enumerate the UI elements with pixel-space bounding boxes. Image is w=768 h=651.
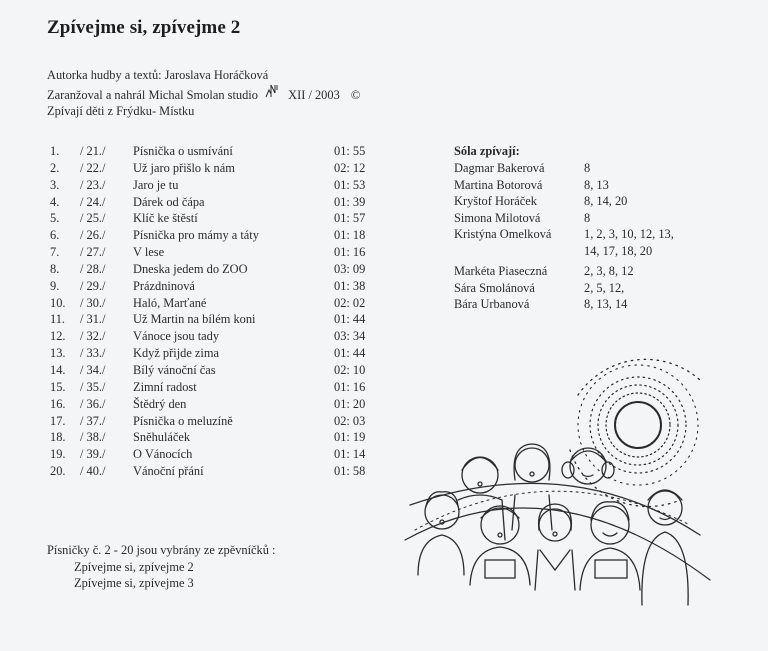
track-number: 19.: [50, 447, 66, 462]
track-alt-number: / 40./: [80, 464, 106, 479]
track-name: Dárek od čápa: [133, 194, 205, 209]
track-number: 20.: [50, 464, 66, 479]
soloist-songs: 8: [584, 161, 591, 175]
track-number: 6.: [50, 228, 60, 243]
soloist-name: Markéta Piaseczná: [454, 264, 548, 278]
credits-block: [47, 67, 360, 120]
soloist-row: [454, 177, 609, 194]
track-duration: 01: 44: [334, 346, 366, 361]
release-date: XII / 2003: [288, 87, 340, 102]
track-duration: 02: 02: [334, 295, 366, 310]
track-name: Když přijde zima: [133, 346, 220, 361]
track-number: 3.: [50, 177, 60, 192]
track-name: V lese: [133, 245, 165, 260]
track-number: 10.: [50, 295, 66, 310]
track-number: 5.: [50, 211, 60, 226]
track-alt-number: / 26./: [80, 228, 106, 243]
track-number: 2.: [50, 160, 60, 175]
track-alt-number: / 33./: [80, 346, 106, 361]
track-alt-number: / 39./: [80, 447, 106, 462]
track-number: 1.: [50, 144, 60, 158]
songbook-note-text: Písničky č. 2 - 20 jsou vybrány ze zpěvníčků :: [47, 543, 276, 557]
track-duration: 01: 20: [334, 396, 366, 411]
track-name: Sněhuláček: [133, 430, 191, 445]
track-alt-number: / 25./: [80, 211, 106, 226]
track-alt-number: / 21./: [80, 144, 106, 158]
track-alt-number: / 35./: [80, 379, 106, 394]
soloist-songs: 2, 3, 8, 12: [584, 264, 634, 278]
track-name: Zimní radost: [133, 379, 197, 394]
track-number: 9.: [50, 278, 60, 293]
soloist-songs: 8, 13: [584, 177, 609, 192]
track-duration: 02: 12: [334, 160, 366, 175]
songbook-source: Zpívejme si, zpívejme 3: [74, 576, 194, 590]
soloist-row: [454, 296, 628, 313]
track-name: Dneska jedem do ZOO: [133, 261, 248, 276]
track-name: Klíč ke štěstí: [133, 211, 198, 226]
track-alt-number: / 23./: [80, 177, 106, 192]
performers-credit: Zpívají děti z Frýdku- Místku: [47, 104, 195, 118]
track-number: 14.: [50, 362, 66, 377]
track-duration: 02: 10: [334, 362, 366, 377]
track-name: Písnička pro mámy a táty: [133, 228, 259, 243]
songbook-note: [47, 542, 276, 592]
track-number: 15.: [50, 379, 66, 394]
soloist-songs: 2, 5, 12,: [584, 280, 625, 295]
soloist-row: [454, 160, 591, 177]
track-name: Haló, Marťané: [133, 295, 207, 310]
track-name: Bílý vánoční čas: [133, 362, 216, 377]
soloist-songs: 8, 14, 20: [584, 194, 628, 208]
child-figure: [418, 492, 464, 575]
track-alt-number: / 29./: [80, 278, 106, 293]
track-number: 12.: [50, 329, 66, 344]
track-duration: 01: 16: [334, 245, 366, 260]
soloist-songs: 8, 13, 14: [584, 297, 628, 311]
soloist-name: Kryštof Horáček: [454, 194, 537, 208]
soloist-name: Martina Botorová: [454, 177, 543, 192]
track-duration: 01: 14: [334, 447, 366, 462]
track-name: O Vánocích: [133, 447, 193, 462]
soloists-heading: Sóla zpívají:: [454, 144, 520, 158]
track-number: 4.: [50, 194, 60, 209]
track-duration: 01: 19: [334, 430, 366, 445]
author-credit: Autorka hudby a textů: Jaroslava Horáčková: [47, 68, 269, 82]
track-duration: 01: 57: [334, 211, 366, 226]
track-duration: 02: 03: [334, 413, 366, 428]
track-duration: 01: 44: [334, 312, 366, 327]
track-alt-number: / 38./: [80, 430, 106, 445]
track-number: 8.: [50, 261, 60, 276]
child-figure: [580, 502, 640, 590]
choir-illustration: [400, 340, 740, 640]
track-duration: 01: 39: [334, 194, 366, 209]
track-duration: 03: 09: [334, 261, 366, 276]
track-name: Písnička o meluzíně: [133, 413, 233, 428]
arrangement-credit: [47, 84, 360, 104]
track-alt-number: / 36./: [80, 396, 106, 411]
track-duration: 01: 16: [334, 379, 366, 394]
track-name: Písnička o usmívání: [133, 144, 233, 158]
track-alt-number: / 31./: [80, 312, 106, 327]
soloist-row: [454, 210, 591, 227]
child-figure: [535, 504, 575, 590]
soloist-name: Dagmar Bakerová: [454, 161, 545, 175]
soloist-row: [454, 226, 674, 259]
track-number: 7.: [50, 245, 60, 260]
track-alt-number: / 24./: [80, 194, 106, 209]
soloist-songs: 8: [584, 210, 591, 225]
track-duration: 01: 18: [334, 228, 366, 243]
track-duration: 01: 38: [334, 278, 366, 293]
track-name: Jaro je tu: [133, 177, 179, 192]
track-alt-number: / 30./: [80, 295, 106, 310]
track-number: 11.: [50, 312, 66, 327]
album-title: Zpívejme si, zpívejme 2: [47, 17, 241, 38]
track-duration: 01: 55: [334, 144, 366, 158]
soloist-row: [454, 280, 625, 297]
track-alt-number: / 28./: [80, 261, 106, 276]
track-number: 18.: [50, 430, 66, 445]
songbook-source: Zpívejme si, zpívejme 2: [74, 559, 194, 574]
track-name: Už jaro přišlo k nám: [133, 160, 235, 175]
copyright-icon: ©: [350, 87, 361, 102]
track-name: Prázdninová: [133, 278, 195, 293]
track-alt-number: / 22./: [80, 160, 106, 175]
track-alt-number: / 34./: [80, 362, 106, 377]
track-name: Vánoční přání: [133, 464, 204, 479]
soloist-name: Simona Milotová: [454, 210, 541, 225]
soloist-name: Sára Smolánová: [454, 280, 535, 295]
soloist-row: [454, 263, 634, 280]
soloist-songs-line1: 1, 2, 3, 10, 12, 13,: [584, 227, 674, 241]
soloist-row: [454, 193, 628, 210]
child-figure: [562, 448, 614, 484]
track-duration: 01: 58: [334, 464, 366, 479]
track-alt-number: / 32./: [80, 329, 106, 344]
child-figure: [470, 506, 530, 585]
studio-logo-icon: [265, 84, 281, 104]
track-number: 16.: [50, 396, 66, 411]
soloists-block: [454, 143, 674, 313]
soloist-name: Bára Urbanová: [454, 297, 530, 311]
track-name: Vánoce jsou tady: [133, 329, 220, 344]
soloist-songs: [584, 226, 674, 259]
track-name: Už Martin na bílém koni: [133, 312, 256, 327]
soloist-name: Kristýna Omelková: [454, 227, 552, 241]
track-number: 13.: [50, 346, 66, 361]
soloist-songs-line2: 14, 17, 18, 20: [584, 243, 653, 258]
track-number: 17.: [50, 413, 66, 428]
track-duration: 01: 53: [334, 177, 366, 192]
track-alt-number: / 27./: [80, 245, 106, 260]
arranger-text: Zaranžoval a nahrál Michal Smolan studio: [47, 87, 258, 102]
track-duration: 03: 34: [334, 329, 366, 344]
track-alt-number: / 37./: [80, 413, 106, 428]
track-name: Štědrý den: [133, 396, 187, 411]
